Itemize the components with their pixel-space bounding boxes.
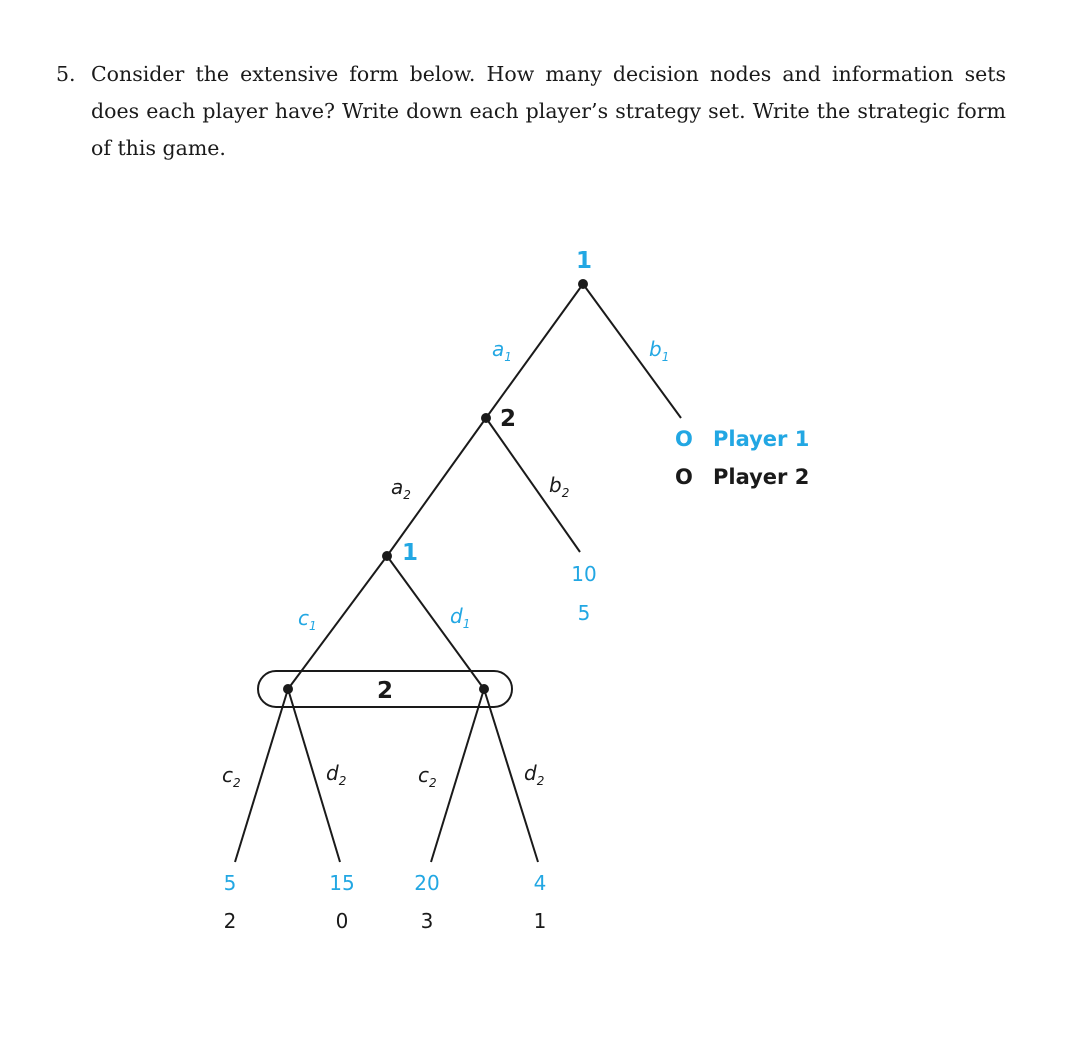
question-text: Consider the extensive form below. How many decision nodes and information sets does each player have? Write down each player’s strategy set. Write the strategic form of this game. — [91, 62, 1006, 160]
player-label-info-set: 2 — [377, 678, 394, 704]
move-label-c2-right: $c_2$ — [418, 763, 437, 790]
move-label-b2: $b_2$ — [549, 473, 570, 500]
move-label-c1: $c_1$ — [298, 606, 317, 633]
legend-marker-player2: O — [675, 465, 693, 489]
payoff-b2-p1: 10 — [571, 562, 597, 586]
node-info-left — [283, 684, 293, 694]
branch-c2-right — [431, 689, 484, 862]
node-info-right — [479, 684, 489, 694]
player-label-third: 1 — [402, 540, 419, 566]
node-root — [578, 279, 588, 289]
move-label-a2: $a_2$ — [391, 475, 411, 502]
player-label-second: 2 — [500, 406, 517, 432]
payoff-d1d2-p1: 4 — [533, 871, 547, 895]
payoff-d1c2-p2: 3 — [420, 909, 434, 933]
move-label-c2-left: $c_2$ — [222, 763, 241, 790]
payoff-c1c2-p1: 5 — [223, 871, 237, 895]
move-label-d1: $d_1$ — [450, 604, 471, 631]
payoff-d1d2-p2: 1 — [533, 909, 547, 933]
payoff-c1c2-p2: 2 — [223, 909, 237, 933]
move-label-b1: $b_1$ — [649, 337, 670, 364]
legend-marker-player1: O — [675, 427, 693, 451]
payoff-c1d2-p2: 0 — [335, 909, 349, 933]
player-label-root: 1 — [576, 248, 593, 274]
branch-c2-left — [235, 689, 288, 862]
payoff-d1c2-p1: 20 — [414, 871, 440, 895]
legend-player2: Player 2 — [713, 465, 810, 489]
payoff-b2-p2: 5 — [577, 601, 591, 625]
legend-player1: Player 1 — [713, 427, 810, 451]
payoff-c1d2-p1: 15 — [329, 871, 355, 895]
question-number: 5. — [56, 62, 76, 86]
branch-b2 — [486, 418, 580, 552]
move-label-d2-right: $d_2$ — [524, 761, 545, 788]
tree-branches — [235, 284, 681, 862]
move-label-a1: $a_1$ — [492, 337, 512, 364]
legend — [675, 427, 809, 489]
node-player2 — [481, 413, 491, 423]
node-player1-second — [382, 551, 392, 561]
move-label-d2-left: $d_2$ — [326, 761, 347, 788]
